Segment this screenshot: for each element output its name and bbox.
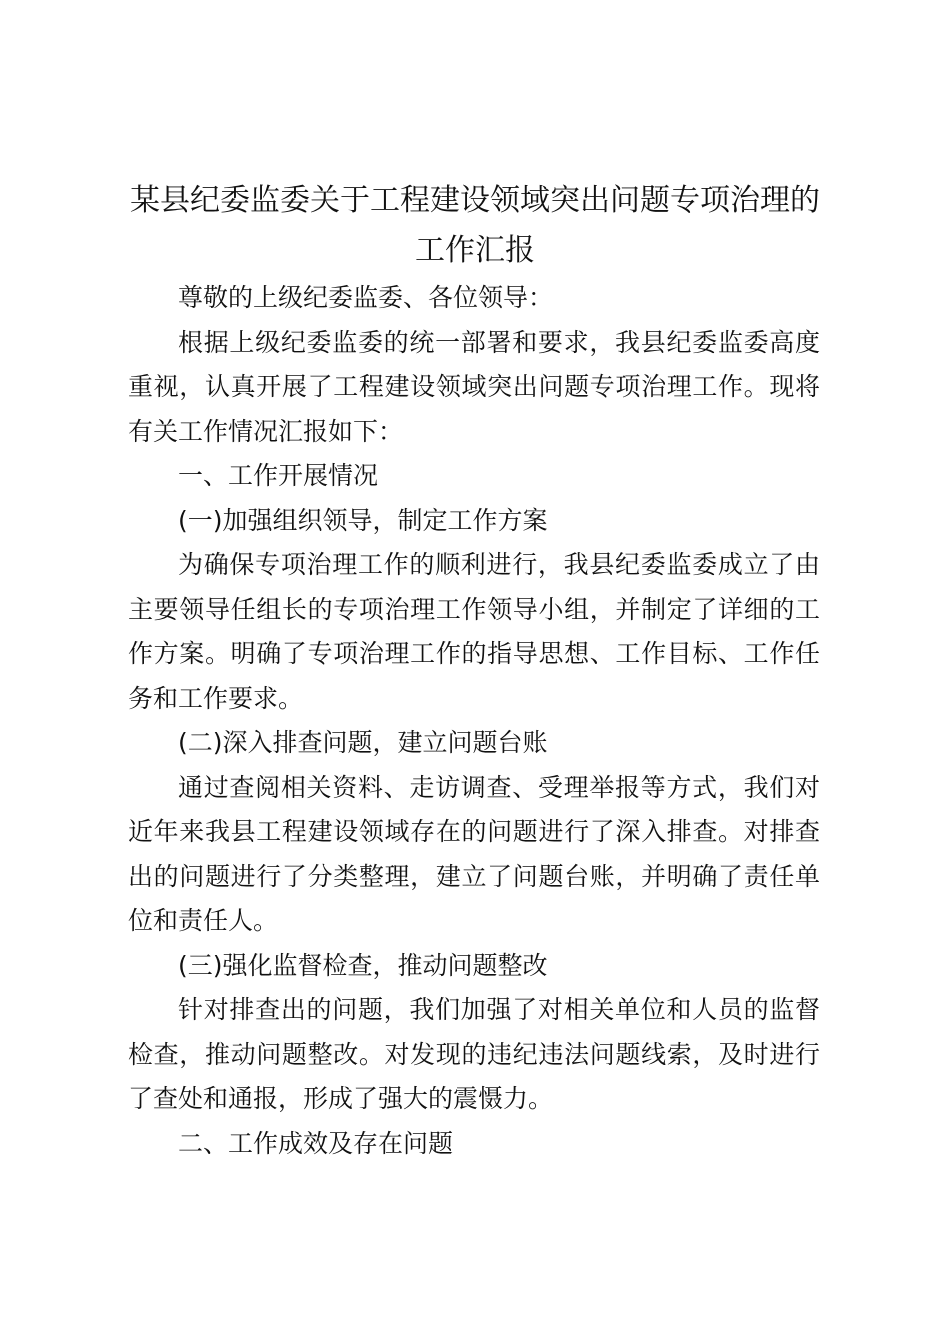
intro-paragraph: 根据上级纪委监委的统一部署和要求，我县纪委监委高度重视，认真开展了工程建设领域突出问题专项治理工作。现将有关工作情况汇报如下： xyxy=(128,327,820,446)
body-paragraph: 为确保专项治理工作的顺利进行，我县纪委监委成立了由主要领导任组长的专项治理工作领导小组，并制定了详细的工作方案。明确了专项治理工作的指导思想、工作目标、工作任务和工作要求。 xyxy=(128,550,820,713)
body-paragraph: 通过查阅相关资料、走访调查、受理举报等方式，我们对近年来我县工程建设领域存在的问题进行了深入排查。对排查出的问题进行了分类整理，建立了问题台账，并明确了责任单位和责任人。 xyxy=(128,772,820,935)
subsection-heading-3: (三)强化监督检查，推动问题整改 xyxy=(178,950,548,980)
subsection-heading-1: (一)加强组织领导，制定工作方案 xyxy=(178,505,548,535)
salutation: 尊敬的上级纪委监委、各位领导： xyxy=(178,283,554,312)
subsection-heading-2: (二)深入排查问题，建立问题台账 xyxy=(178,728,548,757)
document-title: 某县纪委监委关于工程建设领域突出问题专项治理的工作汇报 xyxy=(130,183,820,268)
section-heading-1: 一、工作开展情况 xyxy=(178,461,379,490)
body-paragraph: 针对排查出的问题，我们加强了对相关单位和人员的监督检查，推动问题整改。对发现的违纪违法问题线索，及时进行了查处和通报，形成了强大的震慑力。 xyxy=(128,995,820,1113)
section-heading-2: 二、工作成效及存在问题 xyxy=(178,1128,454,1158)
document-body xyxy=(128,276,820,1166)
